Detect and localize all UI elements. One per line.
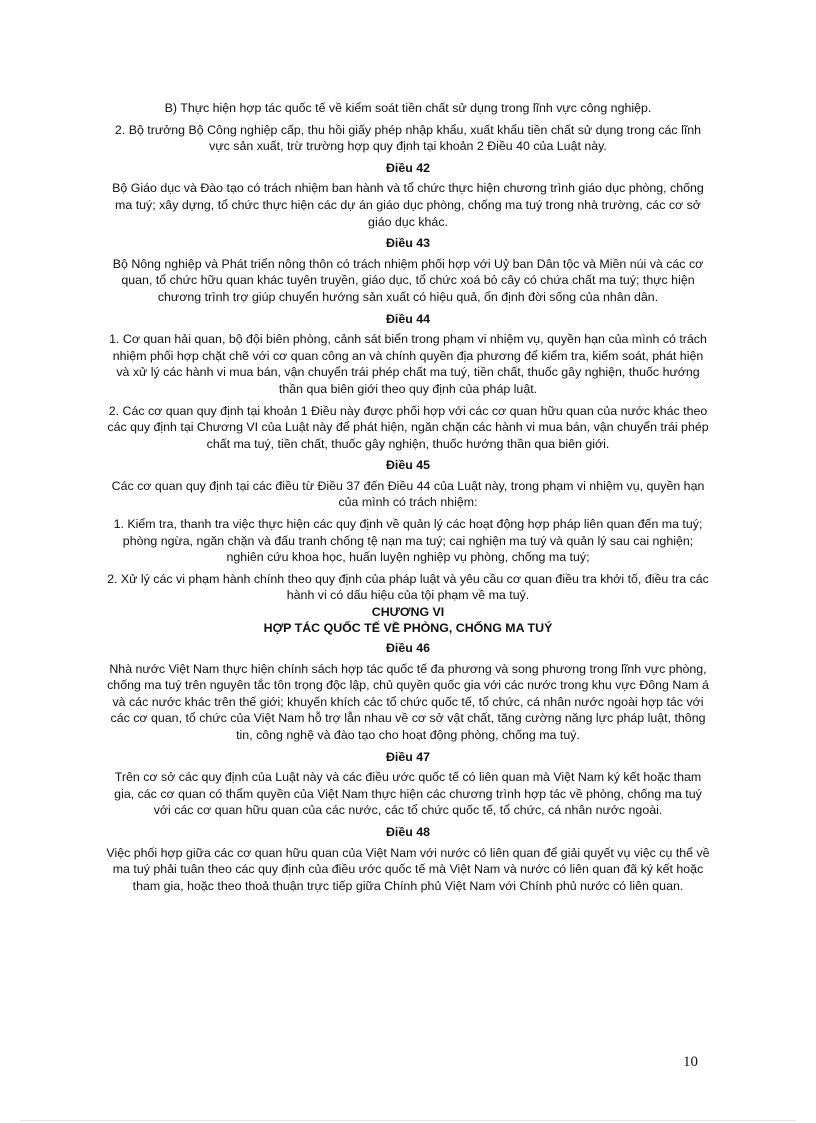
article-43-text: Bộ Nông nghiệp và Phát triển nông thôn có trách nhiệm phối hợp với Uỷ ban Dân tộc và Miền núi và các cơ quan, tổ chức hữu quan khác tuyên truyền, giáo dục, tổ chức xoá bỏ cây có chứa chất ma tuý; thực hiện chương trình trợ giúp chuyển hướng sản xuất có hiệu quả, ổn định đời sống của nhân dân.	[112, 256, 704, 304]
article-heading-46: Điều 46	[385, 641, 431, 656]
article-heading-45: Điều 45	[385, 458, 431, 473]
chapter-title: HỢP TÁC QUỐC TẾ VỀ PHÒNG, CHỐNG MA TUÝ	[263, 621, 553, 636]
article-heading-44: Điều 44	[385, 311, 431, 326]
article-heading-47: Điều 47	[385, 749, 431, 764]
article-48-text: Việc phối hợp giữa các cơ quan hữu quan của Việt Nam với nước có liên quan để giải quyết vụ việc cụ thể về ma tuý phải tuân theo các quy định của điều ước quốc tế mà Việt Nam và nước có liên quan đã ký kết hoặc tham gia, hoặc theo thoả thuận trực tiếp giữa Chính phủ Việt Nam với Chính phủ nước có liên quan.	[106, 845, 710, 893]
chapter-number: CHƯƠNG VI	[371, 605, 445, 620]
article-45-clause-1: 1. Kiểm tra, thanh tra việc thực hiện các quy định về quản lý các hoạt động hợp pháp liên quan đến ma tuý; phòng ngừa, ngăn chặn và đấu tranh chống tệ nạn ma tuý; cai nghiện ma tuý và quản lý sau cai nghiện; nghiên cứu khoa học, huấn luyện nghiệp vụ phòng, chống ma tuý;	[113, 517, 703, 565]
article-45-intro: Các cơ quan quy định tại các điều từ Điều 37 đến Điều 44 của Luật này, trong phạm vi nhiệm vụ, quyền hạn của mình có trách nhiệm:	[111, 478, 705, 510]
article-heading-42: Điều 42	[385, 160, 431, 175]
page-number: 10	[683, 1054, 698, 1070]
page-bottom-divider	[20, 1120, 796, 1121]
article-44-clause-1: 1. Cơ quan hải quan, bộ đội biên phòng, cảnh sát biển trong phạm vi nhiệm vụ, quyền hạn của mình có trách nhiệm phối hợp chặt chẽ với cơ quan công an và chính quyền địa phương để kiểm tra, kiểm soát, phát hiện và xử lý các hành vi mua bán, vận chuyển trái phép chất ma tuý, tiền chất, thuốc gây nghiện, thuốc hướng thần qua biên giới theo quy định của pháp luật.	[109, 332, 707, 396]
article-47-text: Trên cơ sở các quy định của Luật này và các điều ước quốc tế có liên quan mà Việt Nam ký kết hoặc tham gia, các cơ quan có thẩm quyền của Việt Nam thực hiện các chương trình hợp tác về phòng, chống ma tuý với các cơ quan hữu quan của các nước, các tổ chức quốc tế, tổ chức, cá nhân nước ngoài.	[114, 770, 702, 818]
paragraph-1: B) Thực hiện hợp tác quốc tế về kiểm soát tiền chất sử dụng trong lĩnh vực công nghiệp.	[164, 101, 652, 115]
article-45-clause-2: 2. Xử lý các vi phạm hành chính theo quy định của pháp luật và yêu cầu cơ quan điều tra khởi tố, điều tra các hành vi có dấu hiệu của tội phạm về ma tuý.	[107, 571, 709, 603]
article-44-clause-2: 2. Các cơ quan quy định tại khoản 1 Điều này được phối hợp với các cơ quan hữu quan của nước khác theo các quy định tại Chương VI của Luật này để phát hiện, ngăn chặn các hành vi mua bán, vận chuyển trái phép chất ma tuý, tiền chất, thuốc gây nghiện, thuốc hướng thần qua biên giới.	[107, 403, 709, 451]
page-content	[106, 100, 710, 899]
article-46-text: Nhà nước Việt Nam thực hiện chính sách hợp tác quốc tế đa phương và song phương trong lĩnh vực phòng, chống ma tuý trên nguyên tắc tôn trọng độc lập, chủ quyền quốc gia với các nước trong khu vực Đông Nam á và các nước khác trên thế giới; khuyến khích các tổ chức quốc tế, tổ chức, cá nhân nước ngoài hợp tác với các cơ quan, tổ chức của Việt Nam hỗ trợ lẫn nhau về cơ sở vật chất, tăng cường năng lực pháp luật, thông tin, công nghệ và đào tạo cho hoạt động phòng, chống ma tuý.	[107, 661, 709, 742]
article-heading-43: Điều 43	[385, 236, 431, 251]
article-42-text: Bộ Giáo dục và Đào tạo có trách nhiệm ban hành và tổ chức thực hiện chương trình giáo dục phòng, chống ma tuý; xây dựng, tổ chức thực hiện các dự án giáo dục phòng, chống ma tuý trong nhà trường, các cơ sở giáo dục khác.	[112, 181, 704, 229]
paragraph-2: 2. Bộ trưởng Bộ Công nghiệp cấp, thu hồi giấy phép nhập khẩu, xuất khẩu tiền chất sử dụng trong các lĩnh vực sản xuất, trừ trường hợp quy định tại khoản 2 Điều 40 của Luật này.	[114, 122, 702, 154]
article-heading-48: Điều 48	[385, 824, 431, 839]
